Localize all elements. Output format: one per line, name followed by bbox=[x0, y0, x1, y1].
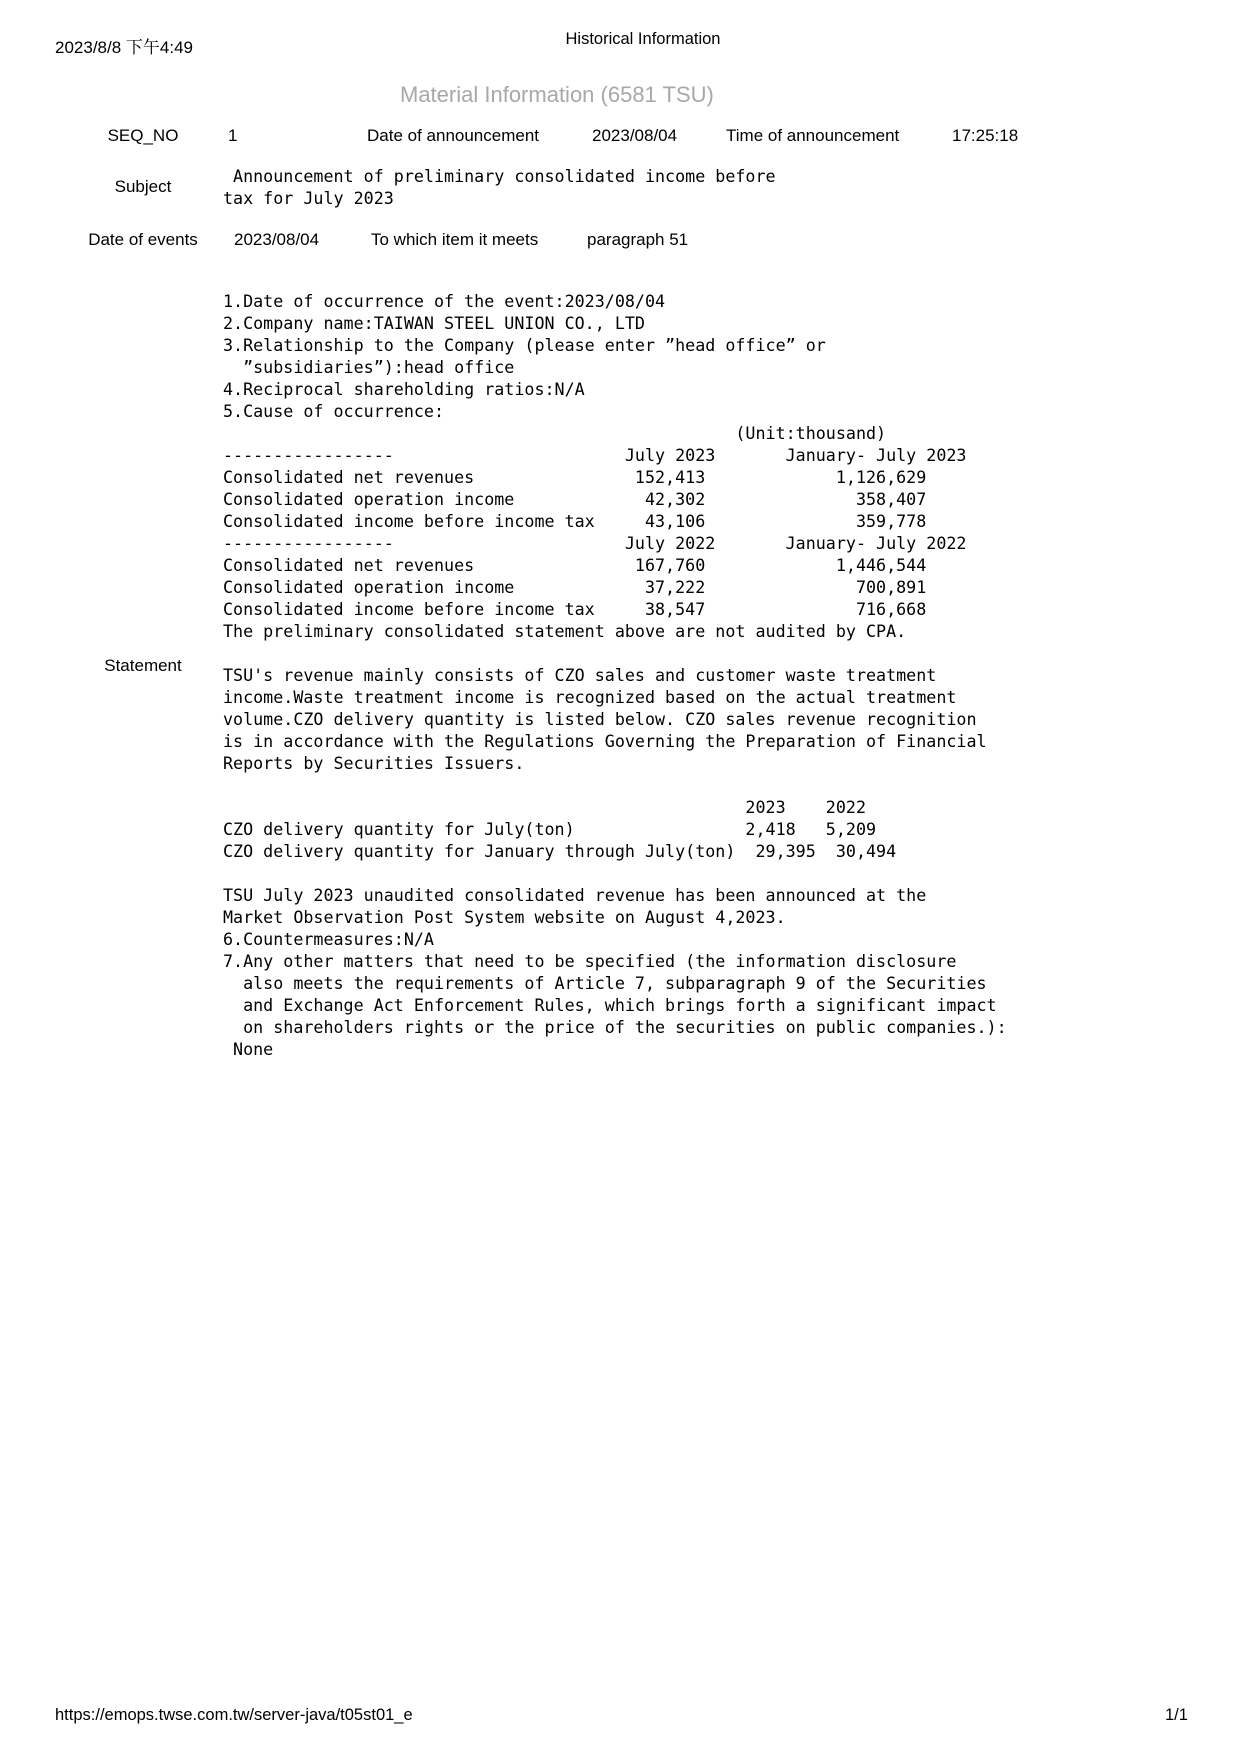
seq-no-value: 1 bbox=[228, 126, 238, 145]
events-date-label: Date of events bbox=[88, 230, 198, 249]
item-label: To which item it meets bbox=[371, 230, 539, 249]
announcement-time-label: Time of announcement bbox=[726, 126, 900, 145]
document-title: Material Information (6581 TSU) bbox=[400, 82, 714, 107]
statement-body: 1.Date of occurrence of the event:2023/08/04 2.Company name:TAIWAN STEEL UNION CO., LTD 3.Relationship to the Company (please enter ”head office” or ”subsidiaries”):head office 4.Reciprocal shareholding ratios:N/A 5.Cause of occurrence: (Unit:thousand) ----------------- July 2023 January- July 2023 Consolidated net revenues 152,413 1,126,629 Consolidated operation income 42,302 358,407 Consolidated income before income tax 43,106 359,778 ----------------- July 2022 January- July 2022 Consolidated net revenues 167,760 1,446,544 Consolidated operation income 37,222 700,891 Consolidated income before income tax 38,547 716,668 The preliminary consolidated statement above are not audited by CPA. TSU's revenue mainly consists of CZO sales and customer waste treatment income.Waste treatment income is recognized based on the actual treatment volume.CZO delivery quantity is listed below. CZO sales revenue recognition is in accordance with the Regulations Governing the Preparation of Financial Reports by Securities Issuers. 2023 2022 CZO delivery quantity for July(ton) 2,418 5,209 CZO delivery quantity for January through July(ton) 29,395 30,494 TSU July 2023 unaudited consolidated revenue has been announced at the Market Observation Post System website on August 4,2023. 6.Countermeasures:N/A 7.Any other matters that need to be specified (the information disclosure also meets the requirements of Article 7, subparagraph 9 of the Securities and Exchange Act Enforcement Rules, which brings forth a significant impact on shareholders rights or the price of the securities on public companies.): None bbox=[223, 291, 1007, 1059]
events-date-value: 2023/08/04 bbox=[234, 230, 320, 249]
footer-page-number: 1/1 bbox=[1165, 1706, 1188, 1724]
footer-url: https://emops.twse.com.tw/server-java/t05st01_e bbox=[55, 1706, 413, 1724]
announcement-time-value: 17:25:18 bbox=[952, 126, 1019, 145]
subject-value: Announcement of preliminary consolidated income before tax for July 2023 bbox=[223, 166, 776, 208]
print-datetime: 2023/8/8 下午4:49 bbox=[55, 38, 193, 57]
announcement-date-value: 2023/08/04 bbox=[592, 126, 678, 145]
item-value: paragraph 51 bbox=[587, 230, 689, 249]
seq-no-label: SEQ_NO bbox=[107, 126, 179, 145]
subject-label: Subject bbox=[114, 177, 172, 196]
print-header-title: Historical Information bbox=[565, 30, 721, 48]
statement-label: Statement bbox=[104, 656, 182, 675]
announcement-date-label: Date of announcement bbox=[367, 126, 540, 145]
